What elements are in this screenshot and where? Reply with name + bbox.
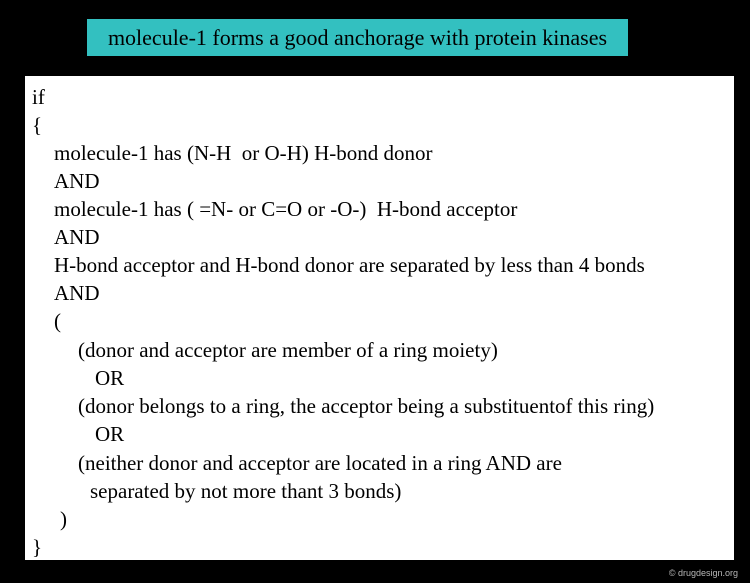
rule-line-separation: H-bond acceptor and H-bond donor are separated by less than 4 bonds xyxy=(54,253,645,277)
rule-line-and-3: AND xyxy=(54,281,100,305)
rule-line-close-brace: } xyxy=(32,535,43,559)
rule-line-ring-member: (donor and acceptor are member of a ring moiety) xyxy=(78,338,498,362)
rule-line-open-brace: { xyxy=(32,113,43,137)
rule-line-and-1: AND xyxy=(54,169,100,193)
rule-line-if: if xyxy=(32,85,45,109)
rule-line-neither: (neither donor and acceptor are located in a ring AND are xyxy=(78,451,562,475)
rule-line-and-2: AND xyxy=(54,225,100,249)
rule-line-or-1: OR xyxy=(95,366,125,390)
rule-panel xyxy=(25,76,734,560)
watermark: © drugdesign.org xyxy=(668,568,738,578)
rule-line-donor: molecule-1 has (N-H or O-H) H-bond donor xyxy=(54,141,433,165)
rule-line-not-more-than: separated by not more thant 3 bonds) xyxy=(90,479,402,503)
rule-line-close-paren: ) xyxy=(60,507,67,531)
title-banner: molecule-1 forms a good anchorage with protein kinases xyxy=(87,19,628,56)
rule-line-or-2: OR xyxy=(95,422,125,446)
rule-line-acceptor: molecule-1 has ( =N- or C=O or -O-) H-bond acceptor xyxy=(54,197,518,221)
rule-line-open-paren: ( xyxy=(54,309,61,333)
rule-line-substituent: (donor belongs to a ring, the acceptor being a substituentof this ring) xyxy=(78,394,655,418)
